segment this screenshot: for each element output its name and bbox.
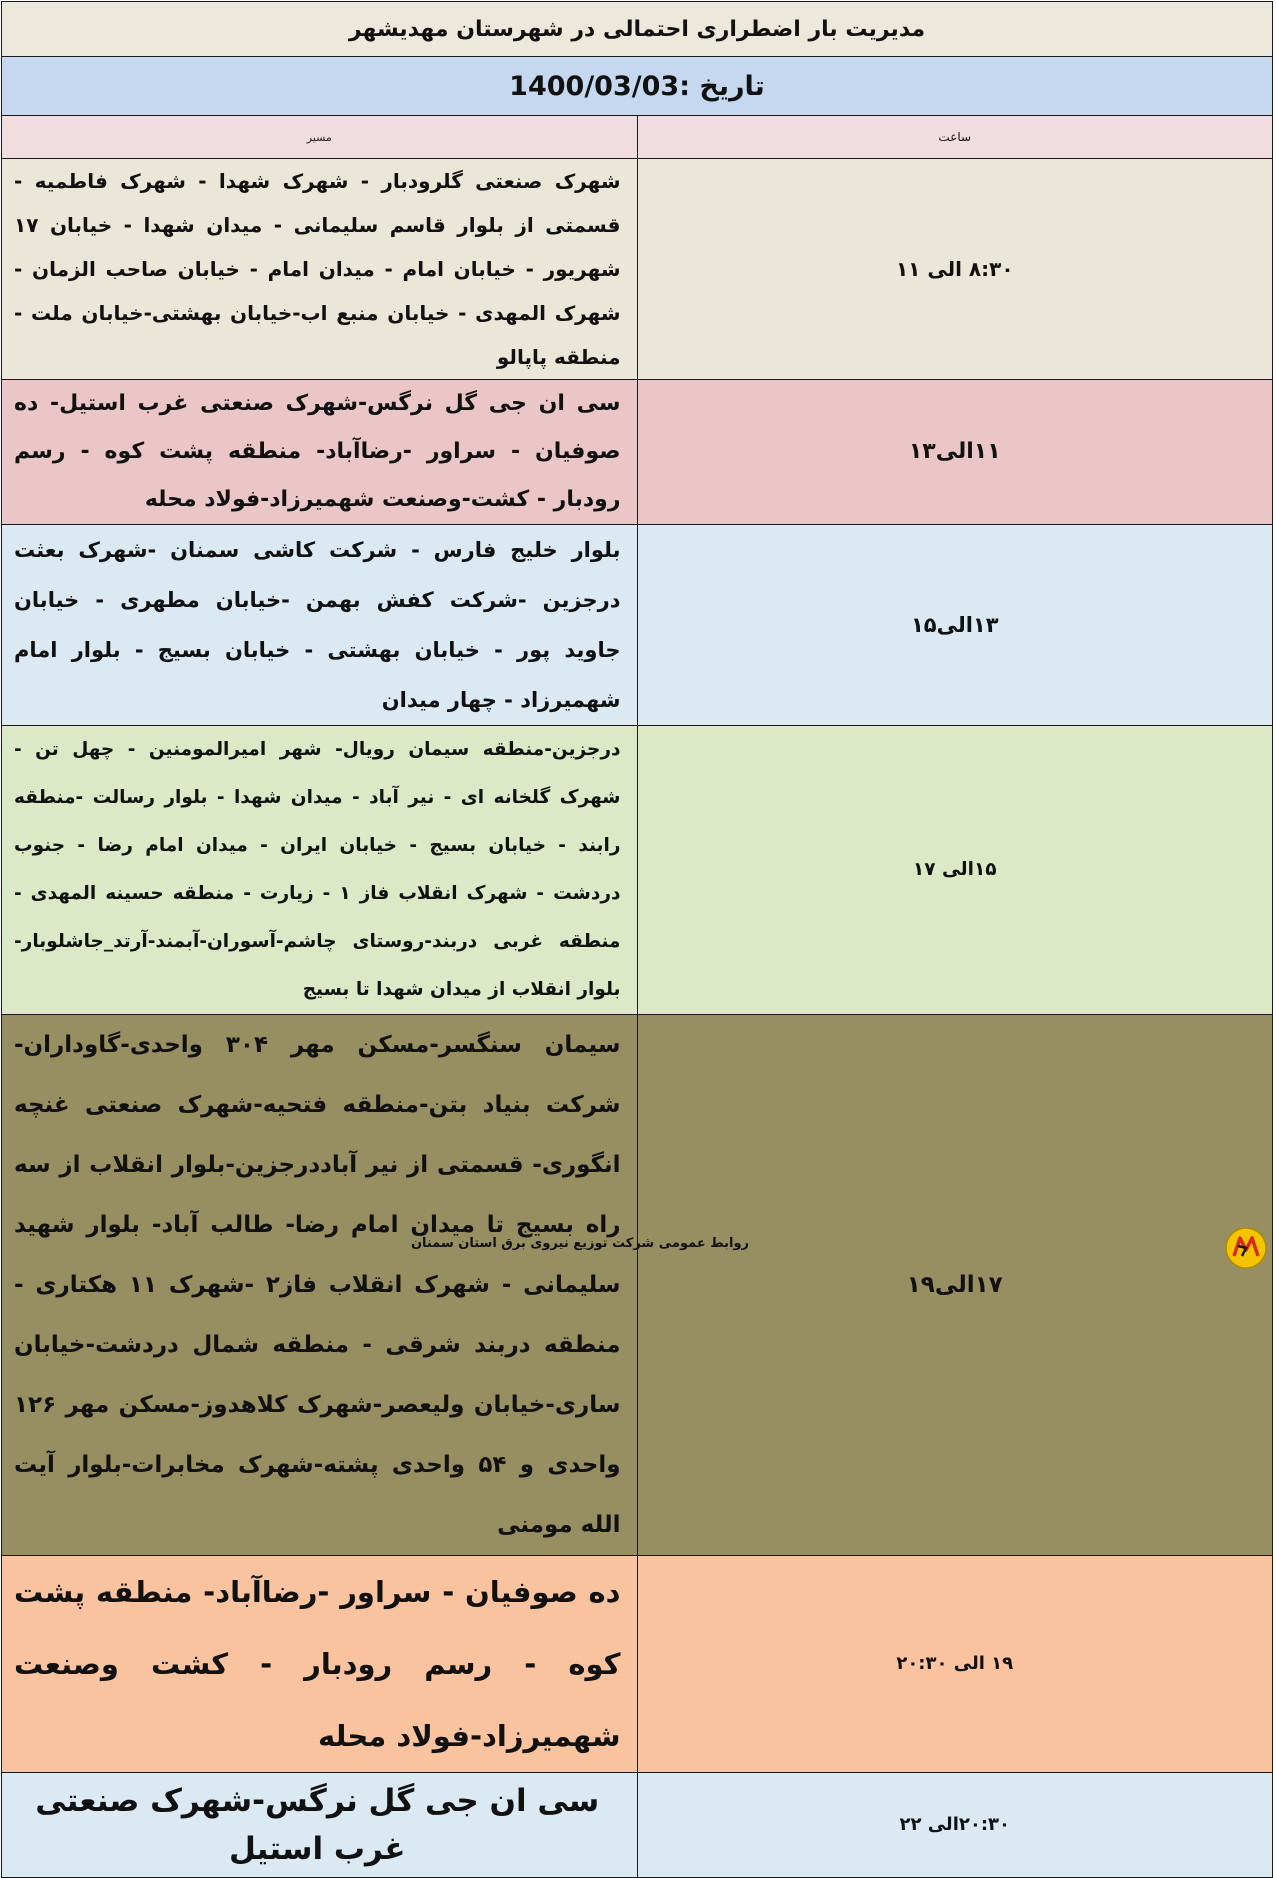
- table-row: [2, 525, 1273, 726]
- time-slot: ۱۹ الی ۲۰:۳۰: [637, 1556, 1273, 1773]
- time-slot: ۲۰:۳۰الی ۲۲: [637, 1773, 1273, 1878]
- column-header-route: مسیر: [2, 116, 638, 159]
- title-row: [2, 2, 1273, 57]
- route-list: سی ان جی گل نرگس-شهرک صنعتی غرب استیل: [2, 1773, 638, 1878]
- time-slot: ۱۱الی۱۳: [637, 380, 1273, 525]
- table-row: [2, 1015, 1273, 1556]
- time-slot: ۸:۳۰ الی ۱۱: [637, 159, 1273, 380]
- power-distribution-logo-icon: [1224, 1226, 1268, 1270]
- table-row: [2, 159, 1273, 380]
- route-list: شهرک صنعتی گلرودبار - شهرک شهدا - شهرک فاطمیه - قسمتی از بلوار قاسم سلیمانی - میدان شهدا - خیابان ۱۷ شهریور - خیابان امام - میدان امام - خیابان صاحب الزمان - شهرک المهدی - خیابان منبع اب-خیابان بهشتی-خیابان ملت - منطقه پاپالو: [2, 159, 638, 380]
- footer-credit: روابط عمومی شرکت توزیع نیروی برق استان سمنان: [410, 1236, 750, 1251]
- time-slot: ۱۷الی۱۹: [637, 1015, 1273, 1556]
- date-row: [2, 57, 1273, 116]
- table-row: [2, 726, 1273, 1015]
- column-header-time: ساعت: [637, 116, 1273, 159]
- route-list: بلوار خلیج فارس - شرکت کاشی سمنان -شهرک بعثت درجزین -شرکت کفش بهمن -خیابان مطهری - خیابان جاوید پور - خیابان بهشتی - خیابان بسیج - بلوار امام شهمیرزاد - چهار میدان: [2, 525, 638, 726]
- route-list: ده صوفیان - سراور -رضاآباد- منطقه پشت کوه - رسم رودبار - کشت وصنعت شهمیرزاد-فولاد محله: [2, 1556, 638, 1773]
- route-list: درجزین-منطقه سیمان رویال- شهر امیرالمومنین - چهل تن - شهرک گلخانه ای - نیر آباد - میدان شهدا - بلوار رسالت -منطقه رابند - خیابان بسیج - خیابان ایران - میدان امام رضا - جنوب دردشت - شهرک انقلاب فاز ۱ - زیارت - منطقه حسینه المهدی - منطقه غربی دربند-روستای چاشم-آسوران-آبمند-آرتد_جاشلوبار-بلوار انقلاب از میدان شهدا تا بسیج: [2, 726, 638, 1015]
- route-list: سیمان سنگسر-مسکن مهر ۳۰۴ واحدی-گاوداران-شرکت بنیاد بتن-منطقه فتحیه-شهرک صنعتی غنچه انگوری- قسمتی از نیر آباددرجزین-بلوار انقلاب از سه راه بسیج تا میدان امام رضا- طالب آباد- بلوار شهید سلیمانی - شهرک انقلاب فاز۲ -شهرک ۱۱ هکتاری - منطقه دربند شرقی - منطقه شمال دردشت-خیابان ساری-خیابان ولیعصر-شهرک کلاهدوز-مسکن مهر ۱۲۶ واحدی و ۵۴ واحدی پشته-شهرک مخابرات-بلوار آیت الله مومنی: [2, 1015, 638, 1556]
- table-row: [2, 380, 1273, 525]
- table-row: [2, 1556, 1273, 1773]
- time-slot: ۱۳الی۱۵: [637, 525, 1273, 726]
- time-slot: ۱۵الی ۱۷: [637, 726, 1273, 1015]
- outage-schedule-table: [1, 1, 1273, 1878]
- page-title: مدیریت بار اضطراری احتمالی در شهرستان مهدیشهر: [2, 2, 1273, 57]
- date-text: تاریخ :1400/03/03: [509, 70, 765, 102]
- table-row: [2, 1773, 1273, 1878]
- route-list: سی ان جی گل نرگس-شهرک صنعتی غرب استیل- ده صوفیان - سراور -رضاآباد- منطقه پشت کوه - رسم رودبار - کشت-وصنعت شهمیرزاد-فولاد محله: [2, 380, 638, 525]
- date-label: [2, 57, 1273, 116]
- header-row: [2, 116, 1273, 159]
